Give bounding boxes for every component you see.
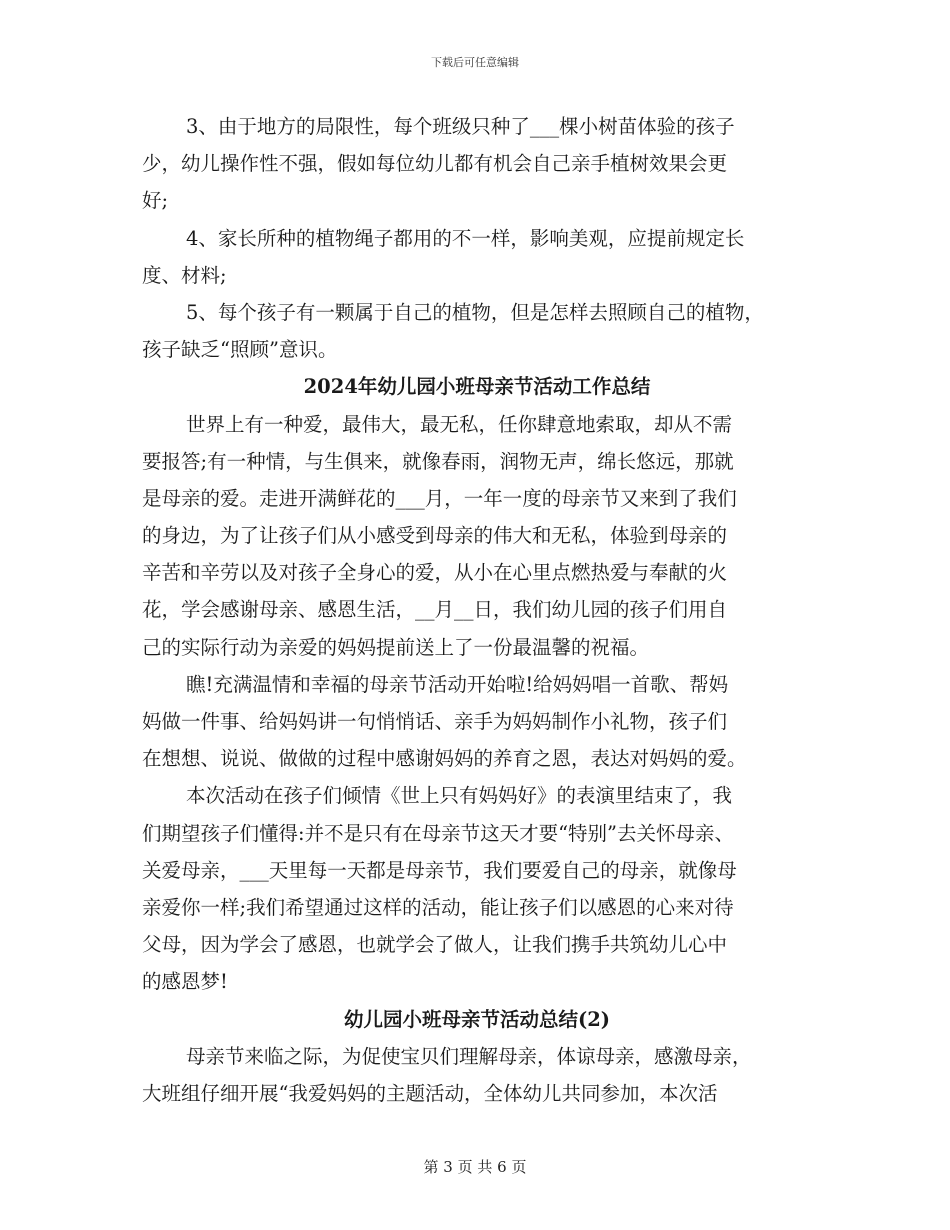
text-line: 花，学会感谢母亲、感恩生活，__月__日，我们幼儿园的孩子们用自	[142, 598, 728, 622]
text-line: 在想想、说说、做做的过程中感谢妈妈的养育之恩，表达对妈妈的爱。	[142, 747, 747, 771]
text-line: 好;	[142, 189, 169, 213]
text-line: 辛苦和辛劳以及对孩子全身心的爱，从小在心里点燃热爱与奉献的火	[142, 561, 728, 585]
section-heading: 幼儿园小班母亲节活动总结(2)	[343, 1007, 611, 1031]
text-line: 少，幼儿操作性不强，假如每位幼儿都有机会自己亲手植树效果会更	[142, 152, 728, 176]
text-line: 5、每个孩子有一颗属于自己的植物，但是怎样去照顾自己的植物，	[186, 300, 764, 324]
text-line: 关爱母亲，___天里每一天都是母亲节，我们要爱自己的母亲，就像母	[142, 858, 737, 882]
text-line: 们期望孩子们懂得:并不是只有在母亲节这天才要“特别”去关怀母亲、	[142, 821, 735, 845]
text-line: 瞧!充满温情和幸福的母亲节活动开始啦!给妈妈唱一首歌、帮妈	[186, 672, 729, 696]
text-line: 3、由于地方的局限性，每个班级只种了___棵小树苗体验的孩子	[186, 115, 735, 138]
text-line: 的感恩梦!	[142, 970, 228, 994]
text-line: 母亲节来临之际，为促使宝贝们理解母亲，体谅母亲，感激母亲，	[186, 1044, 752, 1068]
text-line: 的身边，为了让孩子们从小感受到母亲的伟大和无私，体验到母亲的	[142, 524, 728, 548]
text-line: 妈做一件事、给妈妈讲一句悄悄话、亲手为妈妈制作小礼物，孩子们	[142, 710, 728, 733]
text-line: 世界上有一种爱，最伟大，最无私，任你肆意地索取，却从不需	[186, 412, 733, 436]
text-line: 大班组仔细开展“我爱妈妈的主题活动，全体幼儿共同参加，本次活	[142, 1081, 718, 1105]
text-line: 本次活动在孩子们倾情《世上只有妈妈好》的表演里结束了，我	[186, 784, 733, 808]
text-line: 是母亲的爱。走进开满鲜花的___月，一年一度的母亲节又来到了我们	[142, 486, 737, 510]
text-line: 孩子缺乏“照顾”意识。	[142, 338, 338, 362]
document-body	[142, 108, 812, 1112]
text-line: 亲爱你一样;我们希望通过这样的活动，能让孩子们以感恩的心来对待	[142, 895, 734, 919]
header-note: 下载后可任意编辑	[431, 56, 519, 69]
page-number: 第 3 页 共 6 页	[423, 1158, 527, 1176]
text-line: 度、材料;	[142, 263, 227, 287]
section-heading: 2024年幼儿园小班母亲节活动工作总结	[303, 375, 651, 399]
text-line: 己的实际行动为亲爱的妈妈提前送上了一份最温馨的祝福。	[142, 635, 650, 659]
text-line: 4、家长所种的植物绳子都用的不一样，影响美观，应提前规定长	[186, 226, 745, 250]
text-line: 要报答;有一种情，与生俱来，就像春雨，润物无声，绵长悠远，那就	[142, 449, 734, 473]
text-line: 父母，因为学会了感恩，也就学会了做人，让我们携手共筑幼儿心中	[142, 933, 728, 957]
